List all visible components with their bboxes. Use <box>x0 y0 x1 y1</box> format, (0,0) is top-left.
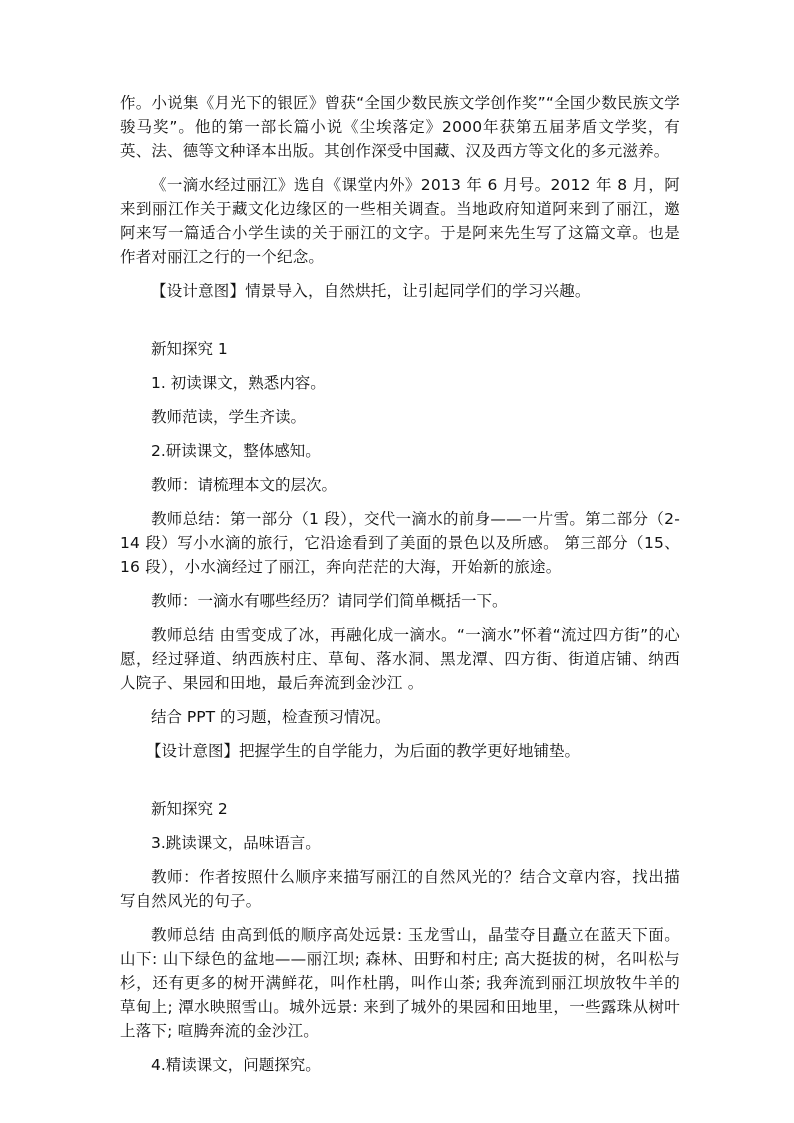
section-heading-explore-1: 新知探究 1 <box>151 340 228 358</box>
paragraph-text-source: 《一滴水经过丽江》选自《课堂内外》2013 年 6 月号。2012 年 8 月，阿来到丽江作关于藏文化边缘区的一些相关调查。当地政府知道阿来到了丽江，邀阿来写一篇适合小学生读的关于丽江的文字。于是阿来先生写了这篇文章。也是作者对丽江之行的一个纪念。 <box>120 176 680 266</box>
section-heading-explore-2: 新知探究 2 <box>151 800 228 818</box>
paragraph-teacher-question-experience: 教师：一滴水有哪些经历？请同学们简单概括一下。 <box>151 592 508 610</box>
paragraph-teacher-question-structure: 教师：请梳理本文的层次。 <box>151 476 338 494</box>
paragraph-teacher-summary-structure: 教师总结：第一部分（1 段），交代一滴水的前身——一片雪。第二部分（2-14 段）写小水滴的旅行，它沿途看到了美面的景色以及所感。 第三部分（15、16 段），小水滴经过了丽江，奔向茫茫的大海，开始新的旅途。 <box>120 510 680 576</box>
paragraph-author-intro-end: 作。小说集《月光下的银匠》曾获“全国少数民族文学创作奖”“全国少数民族文学骏马奖”。他的第一部长篇小说《尘埃落定》2000年获第五届茅盾文学奖，有英、法、德等文种译本出版。其创作深受中国藏、汉及西方等文化的多元滋养。 <box>120 94 680 160</box>
paragraph-ppt-exercise: 结合 PPT 的习题，检查预习情况。 <box>151 708 391 726</box>
paragraph-teacher-summary-experience: 教师总结 由雪变成了冰，再融化成一滴水。“一滴水”怀着“流过四方街”的心愿，经过驿道、纳西族村庄、草甸、落水洞、黑龙潭、四方街、街道店铺、纳西人院子、果园和田地，最后奔流到金沙江 。 <box>120 626 680 692</box>
step-first-reading: 1. 初读课文，熟悉内容。 <box>151 374 326 392</box>
step-skim-reading: 3.跳读课文，品味语言。 <box>151 834 321 852</box>
paragraph-design-intent-1: 【设计意图】情景导入，自然烘托，让引起同学们的学习兴趣。 <box>151 282 591 300</box>
paragraph-teacher-reads: 教师范读，学生齐读。 <box>151 408 307 426</box>
document-body <box>120 91 680 1077</box>
paragraph-design-intent-2: 【设计意图】把握学生的自学能力，为后面的教学更好地铺垫。 <box>146 742 581 760</box>
step-study-reading: 2.研读课文，整体感知。 <box>151 442 321 460</box>
paragraph-teacher-question-order: 教师：作者按照什么顺序来描写丽江的自然风光的？结合文章内容，找出描写自然风光的句子。 <box>120 868 680 910</box>
paragraph-teacher-summary-order: 教师总结 由高到低的顺序高处远景: 玉龙雪山，晶莹夺目矗立在蓝天下面。山下: 山下绿色的盆地——丽江坝; 森林、田野和村庄; 高大挺拔的树，名叫松与杉，还有更多的树开满鲜花，叫作杜鹃，叫作山茶; 我奔流到丽江坝放牧牛羊的草甸上; 潭水映照雪山。城外远景: 来到了城外的果园和田地里，一些露珠从树叶上落下; 喧腾奔流的金沙江。 <box>120 926 680 1040</box>
step-close-reading: 4.精读课文，问题探究。 <box>151 1056 321 1074</box>
